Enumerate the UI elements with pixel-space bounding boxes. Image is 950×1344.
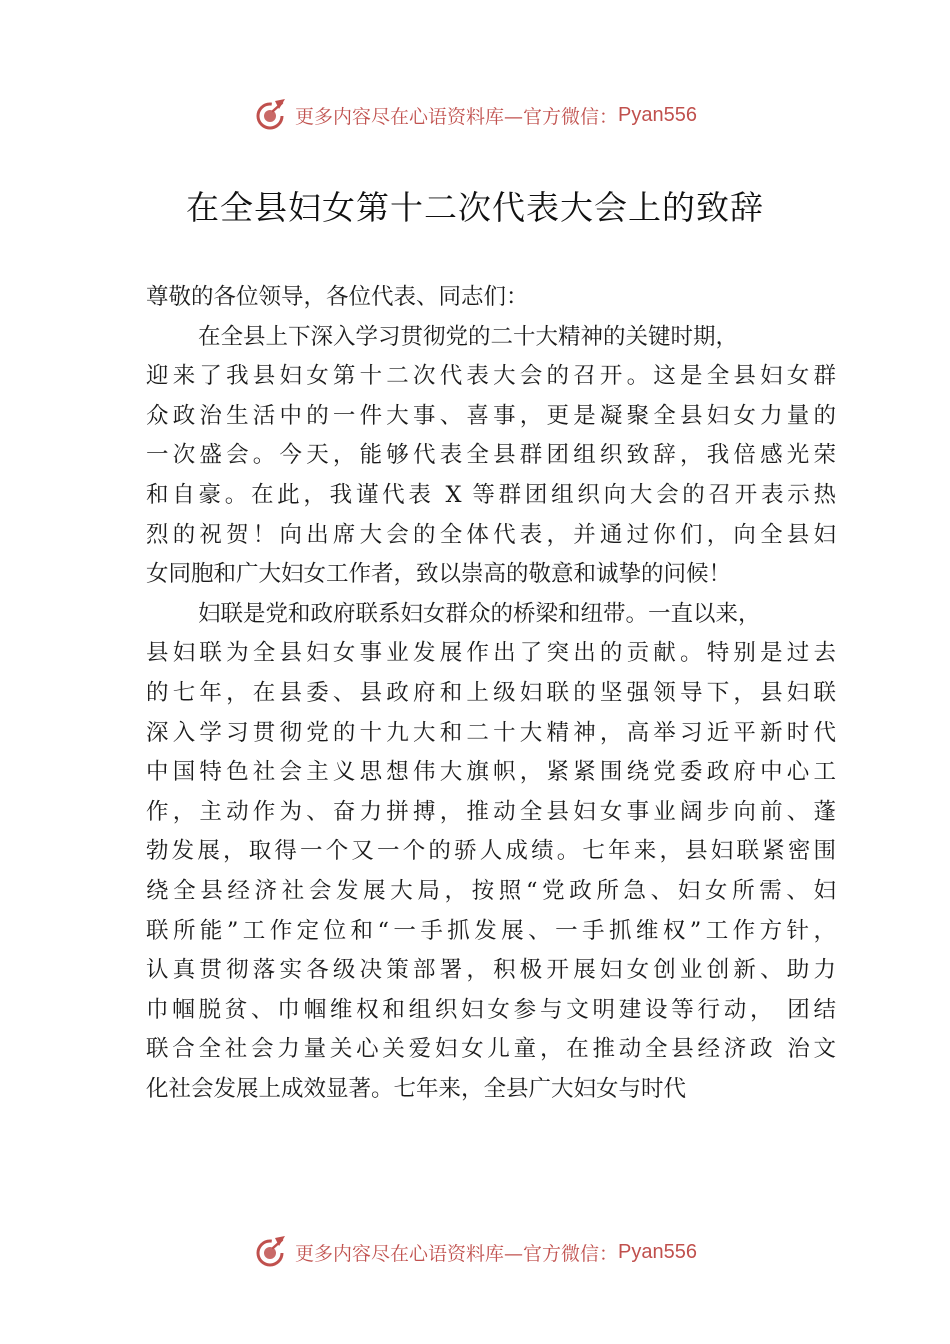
watermark-wechat-label: 官方微信： (523, 105, 619, 128)
document-title: 在全县妇女第十二次代表大会上的致辞 (186, 188, 764, 227)
header-watermark (0, 95, 950, 135)
body-line: 认真贯彻落实各级决策部署，积极开展妇女创业创新、助力 (146, 957, 836, 984)
document-body (146, 278, 836, 1109)
body-line: 联所能”工作定位和“一手抓发展、一手抓维权”工作方针， (146, 917, 836, 944)
body-line: 作，主动作为、奋力拼搏，推动全县妇女事业阔步向前、蓬 (146, 798, 836, 825)
brush-seal-icon (253, 97, 289, 133)
body-line: 联合全社会力量关心关爱妇女儿童，在推动全县经济政 治文 (146, 1036, 836, 1063)
body-line: 迎来了我县妇女第十二次代表大会的召开。这是全县妇女群 (146, 363, 836, 390)
body-line: 烈的祝贺！向出席大会的全体代表，并通过你们，向全县妇 (146, 521, 836, 548)
body-line: 和自豪。在此，我谨代表 X 等群团组织向大会的召开表示热 (146, 481, 836, 508)
body-line: 妇联是党和政府联系妇女群众的桥梁和纽带。一直以来， (198, 600, 761, 627)
body-line: 勃发展，取得一个又一个的骄人成绩。七年来，县妇联紧密围 (146, 838, 836, 865)
body-line: 县妇联为全县妇女事业发展作出了突出的贡献。特别是过去 (146, 640, 836, 667)
brush-seal-icon (253, 1234, 289, 1270)
watermark-wechat-id: Pyan556 (618, 103, 697, 126)
watermark-text: 更多内容尽在心语资料库— (295, 105, 524, 128)
body-line: 巾帼脱贫、巾帼维权和组织妇女参与文明建设等行动， 团结 (146, 996, 836, 1023)
body-line: 众政治生活中的一件大事、喜事，更是凝聚全县妇女力量的 (146, 402, 836, 429)
footer-watermark (0, 1232, 950, 1272)
body-line: 在全县上下深入学习贯彻党的二十大精神的关键时期， (198, 323, 739, 350)
watermark-wechat-id: Pyan556 (618, 1240, 697, 1263)
body-line: 化社会发展上成效显著。七年来，全县广大妇女与时代 (146, 1075, 687, 1102)
watermark-text: 更多内容尽在心语资料库— (295, 1242, 524, 1265)
body-line: 绕全县经济社会发展大局，按照“党政所急、妇女所需、妇 (146, 877, 836, 904)
body-line: 深入学习贯彻党的十九大和二十大精神，高举习近平新时代 (146, 719, 836, 746)
body-line: 尊敬的各位领导，各位代表、同志们： (146, 284, 529, 310)
watermark-wechat-label: 官方微信： (523, 1242, 619, 1265)
body-line: 中国特色社会主义思想伟大旗帜，紧紧围绕党委政府中心工 (146, 759, 836, 786)
body-line: 的七年，在县委、县政府和上级妇联的坚强领导下，县妇联 (146, 679, 836, 706)
body-line: 女同胞和广大妇女工作者，致以崇高的敬意和诚挚的问候！ (146, 561, 732, 588)
body-line: 一次盛会。今天，能够代表全县群团组织致辞，我倍感光荣 (146, 442, 836, 469)
